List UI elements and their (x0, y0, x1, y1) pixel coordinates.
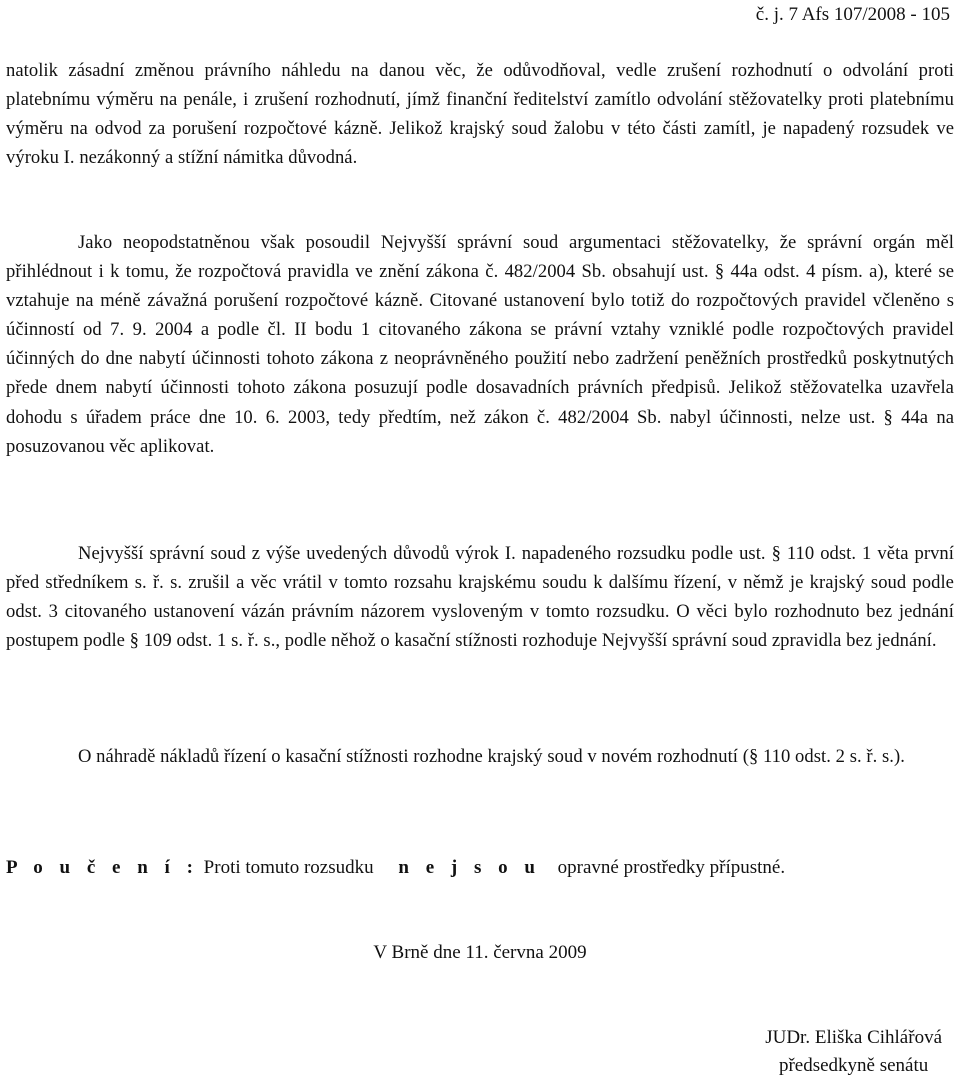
instruction-emphasis: n e j s o u (398, 857, 541, 878)
instruction-text-after: opravné prostředky přípustné. (557, 857, 786, 878)
case-number: č. j. 7 Afs 107/2008 - 105 (755, 4, 950, 25)
paragraph-decision: Nejvyšší správní soud z výše uvedených důvodů výrok I. napadeného rozsudku podle ust. § 110 odst. 1 věta první před středníkem s. ř. s. zrušil a věc vrátil v tomto rozsahu krajskému soudu k dalšímu řízení, v němž je krajský soud podle odst. 3 citovaného ustanovení vázán právním názorem vysloveným v tomto rozsudku. O věci bylo rozhodnuto bez jednání postupem podle § 109 odst. 1 s. ř. s., podle něhož o kasační stížnosti rozhoduje Nejvyšší správní soud zpravidla bez jednání. (6, 543, 954, 652)
signatory-title: předsedkyně senátu (778, 1055, 929, 1076)
paragraph-rejected-argument: Jako neopodstatněnou však posoudil Nejvyšší správní soud argumentaci stěžovatelky, že správní orgán měl přihlédnout i k tomu, že rozpočtová pravidla ve znění zákona č. 482/2004 Sb. obsahují ust. § 44a odst. 4 písm. a), které se vztahuje na méně závažná porušení rozpočtové kázně. Citované ustanovení bylo totiž do rozpočtových pravidel včleněno s účinností od 7. 9. 2004 a podle čl. II bodu 1 citovaného zákona se právní vztahy vzniklé podle rozpočtových pravidel účinných do dne nabytí účinnosti tohoto zákona z neoprávněného použití nebo zadržení peněžních prostředků poskytnutých přede dnem nabytí účinnosti tohoto zákona posuzují podle dosavadních právních předpisů. Jelikož stěžovatelka uzavřela dohodu s úřadem práce dne 10. 6. 2003, tedy předtím, než zákon č. 482/2004 Sb. nabyl účinnosti, nelze ust. § 44a na posuzovanou věc aplikovat. (6, 232, 954, 457)
paragraph-costs: O náhradě nákladů řízení o kasační stížnosti rozhodne krajský soud v novém rozhodnutí (§ 110 odst. 2 s. ř. s.). (78, 746, 905, 767)
legal-instruction (6, 853, 954, 882)
date-place-line: V Brně dne 11. června 2009 (373, 942, 587, 963)
instruction-label: P o u č e n í : (6, 857, 199, 878)
paragraph-reasoning-continuation: natolik zásadní změnou právního náhledu na danou věc, že odůvodňoval, vedle zrušení rozhodnutí o odvolání proti platebnímu výměru na penále, i zrušení rozhodnutí, jímž finanční ředitelství zamítlo odvolání stěžovatelky proti platebnímu výměru na odvod za porušení rozpočtové kázně. Jelikož krajský soud žalobu v této části zamítl, je napadený rozsudek ve výroku I. nezákonný a stížní námitka důvodná. (6, 60, 954, 169)
signatory-name: JUDr. Eliška Cihlářová (765, 1027, 942, 1048)
signature-block (765, 1024, 942, 1080)
instruction-text-before: Proti tomuto rozsudku (203, 857, 374, 878)
